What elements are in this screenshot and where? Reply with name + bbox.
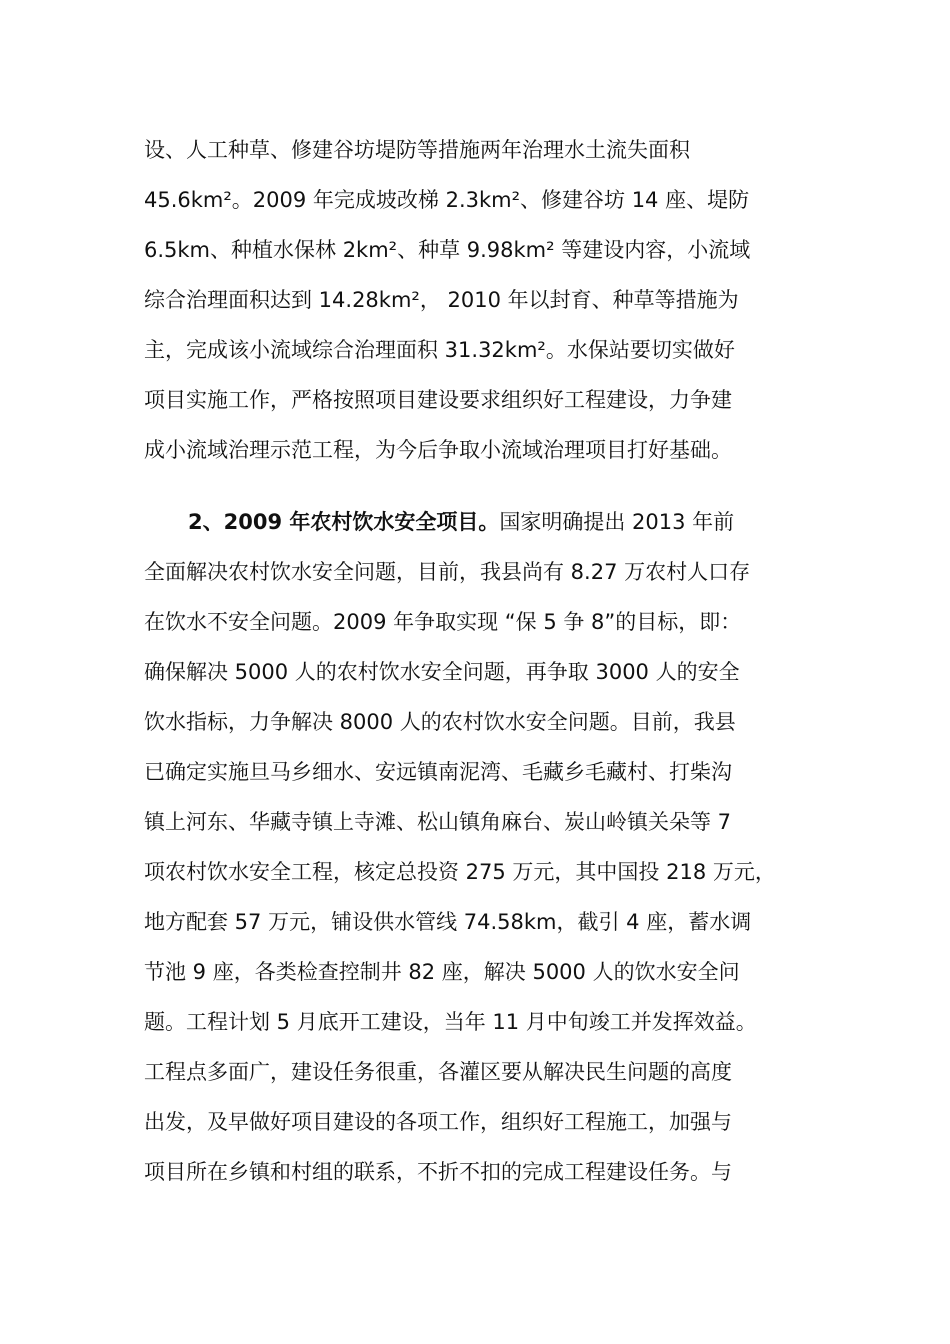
text-line: 题。工程计划 5 月底开工建设，当年 11 月中旬竣工并发挥效益。 <box>144 1010 757 1034</box>
paragraph-soil-conservation <box>144 125 824 475</box>
text-line: 项目实施工作，严格按照项目建设要求组织好工程建设，力争建 <box>144 388 732 412</box>
text-line: 综合治理面积达到 14.28km²， 2010 年以封育、种草等措施为 <box>144 288 739 312</box>
text-line: 工程点多面广，建设任务很重，各灌区要从解决民生问题的高度 <box>144 1060 732 1084</box>
text-line: 6.5km、种植水保林 2km²、种草 9.98km² 等建设内容，小流域 <box>144 238 751 262</box>
text-line: 项目所在乡镇和村组的联系，不折不扣的完成工程建设任务。与 <box>144 1160 732 1184</box>
text-line: 全面解决农村饮水安全问题，目前，我县尚有 8.27 万农村人口存 <box>144 560 751 584</box>
section-heading: 2、2009 年农村饮水安全项目。 <box>188 510 500 534</box>
text-line: 饮水指标，力争解决 8000 人的农村饮水安全问题。目前，我县 <box>144 710 736 734</box>
text-line: 已确定实施旦马乡细水、安远镇南泥湾、毛藏乡毛藏村、打柴沟 <box>144 760 732 784</box>
text-line: 成小流域治理示范工程，为今后争取小流域治理项目打好基础。 <box>144 438 732 462</box>
text-line: 项农村饮水安全工程，核定总投资 275 万元，其中国投 218 万元， <box>144 860 776 884</box>
text-line: 设、人工种草、修建谷坊堤防等措施两年治理水土流失面积 <box>144 138 690 162</box>
text-line: 节池 9 座，各类检查控制井 82 座，解决 5000 人的饮水安全问 <box>144 960 740 984</box>
text-line: 镇上河东、华藏寺镇上寺滩、松山镇角麻台、炭山岭镇关朵等 7 <box>144 810 732 834</box>
text-line: 45.6km²。2009 年完成坡改梯 2.3km²、修建谷坊 14 座、堤防 <box>144 188 750 212</box>
text-line: 地方配套 57 万元，铺设供水管线 74.58km，截引 4 座，蓄水调 <box>144 910 752 934</box>
text-line-rest: 国家明确提出 2013 年前 <box>499 510 735 534</box>
paragraph-drinking-water <box>144 497 824 1197</box>
text-line: 在饮水不安全问题。2009 年争取实现 “保 5 争 8”的目标，即： <box>144 610 742 634</box>
text-line: 出发，及早做好项目建设的各项工作，组织好工程施工，加强与 <box>144 1110 732 1134</box>
text-line: 主，完成该小流域综合治理面积 31.32km²。水保站要切实做好 <box>144 338 735 362</box>
text-line-first <box>144 497 824 547</box>
text-line: 确保解决 5000 人的农村饮水安全问题，再争取 3000 人的安全 <box>144 660 740 684</box>
